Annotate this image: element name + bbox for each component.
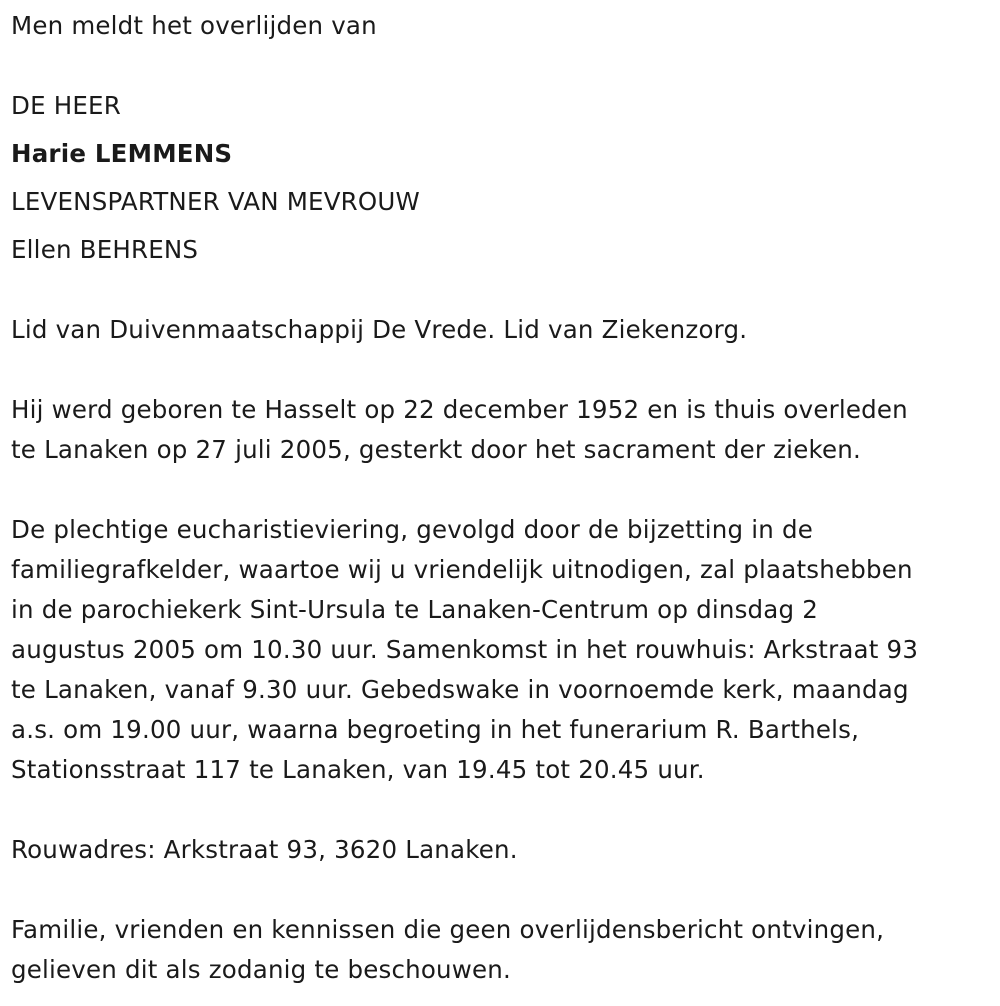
birth-death-paragraph (11, 390, 991, 470)
paragraph-line: augustus 2005 om 10.30 uur. Samenkomst in het rouwhuis: Arkstraat 93 (11, 635, 919, 664)
intro-text: Men meldt het overlijden van (11, 11, 377, 40)
paragraph-line: De plechtige eucharistieviering, gevolgd door de bijzetting in de (11, 515, 813, 544)
paragraph-line: a.s. om 19.00 uur, waarna begroeting in het funerarium R. Barthels, (11, 715, 860, 744)
paragraph-line: Hij werd geboren te Hasselt op 22 december 1952 en is thuis overleden (11, 395, 908, 424)
paragraph-line: familiegrafkelder, waartoe wij u vriendelijk uitnodigen, zal plaatshebben (11, 555, 913, 584)
relation-text: LEVENSPARTNER VAN MEVROUW (11, 187, 420, 216)
partner-name: Ellen BEHRENS (11, 235, 199, 264)
paragraph-line: te Lanaken op 27 juli 2005, gesterkt door het sacrament der zieken. (11, 435, 861, 464)
memberships-text: Lid van Duivenmaatschappij De Vrede. Lid van Ziekenzorg. (11, 315, 748, 344)
paragraph-line: Stationsstraat 117 te Lanaken, van 19.45 tot 20.45 uur. (11, 755, 705, 784)
deceased-title: DE HEER (11, 91, 121, 120)
paragraph-line: te Lanaken, vanaf 9.30 uur. Gebedswake in voornoemde kerk, maandag (11, 675, 909, 704)
ceremony-paragraph (11, 510, 991, 790)
deceased-name: Harie LEMMENS (11, 139, 233, 168)
mourning-address: Rouwadres: Arkstraat 93, 3620 Lanaken. (11, 835, 518, 864)
closing-paragraph (11, 910, 991, 990)
paragraph-line: in de parochiekerk Sint-Ursula te Lanaken-Centrum op dinsdag 2 (11, 595, 819, 624)
paragraph-line: Familie, vrienden en kennissen die geen overlijdensbericht ontvingen, (11, 915, 885, 944)
paragraph-line: gelieven dit als zodanig te beschouwen. (11, 955, 512, 984)
